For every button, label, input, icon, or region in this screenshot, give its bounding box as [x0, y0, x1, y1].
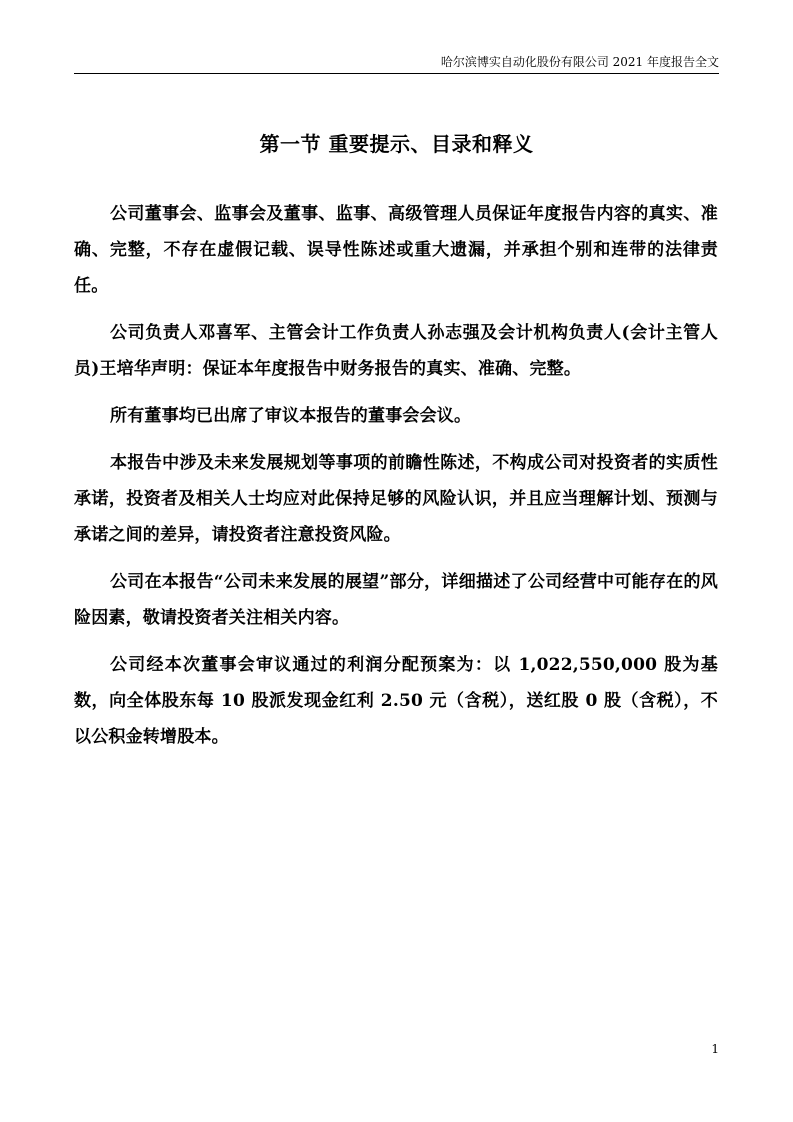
page-header — [74, 51, 719, 74]
paragraph-risk-factors: 公司在本报告“公司未来发展的展望”部分，详细描述了公司经营中可能存在的风险因素，敬请投资者关注相关内容。 — [74, 572, 718, 628]
header-title: 哈尔滨博实自动化股份有限公司 2021 年度报告全文 — [440, 55, 719, 69]
document-body — [74, 196, 718, 766]
page-number: 1 — [711, 1042, 719, 1056]
section-title: 第一节 重要提示、目录和释义 — [259, 132, 534, 156]
paragraph-financial-statement-declaration: 公司负责人邓喜军、主管会计工作负责人孙志强及会计机构负责人(会计主管人员)王培华声明：保证本年度报告中财务报告的真实、准确、完整。 — [74, 323, 718, 379]
paragraph-forward-looking-statement: 本报告中涉及未来发展规划等事项的前瞻性陈述，不构成公司对投资者的实质性承诺，投资者及相关人士均应对此保持足够的风险认识，并且应当理解计划、预测与承诺之间的差异，请投资者注意投资风险。 — [74, 453, 718, 545]
paragraph-responsibility-statement: 公司董事会、监事会及董事、监事、高级管理人员保证年度报告内容的真实、准确、完整，不存在虚假记载、误导性陈述或重大遗漏，并承担个别和连带的法律责任。 — [74, 204, 718, 296]
paragraph-profit-distribution: 公司经本次董事会审议通过的利润分配预案为：以 1,022,550,000 股为基数，向全体股东每 10 股派发现金红利 2.50 元（含税），送红股 0 股（含税），不以公积金转增股本。 — [74, 655, 718, 747]
paragraph-board-attendance: 所有董事均已出席了审议本报告的董事会会议。 — [110, 406, 472, 426]
